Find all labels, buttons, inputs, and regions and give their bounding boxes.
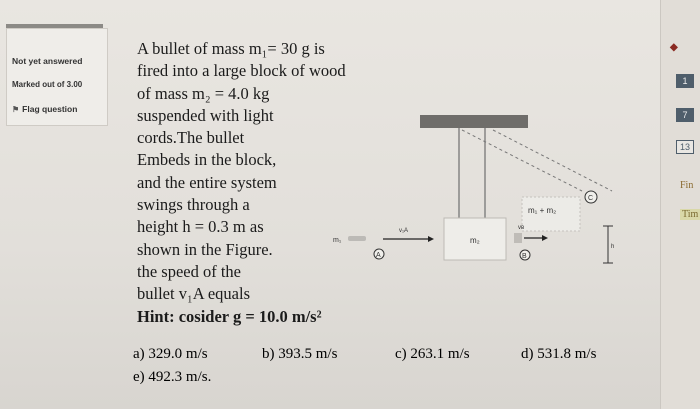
bullet-label: m₁ <box>333 237 342 244</box>
point-a-label: A <box>376 252 381 259</box>
swung-cord-1 <box>462 130 582 191</box>
question-line: cords.The bullet <box>137 128 245 148</box>
height-label: h <box>611 244 615 250</box>
velocity-arrowhead <box>428 236 434 242</box>
flag-icon: ⚑ <box>12 104 20 114</box>
finish-attempt-link[interactable]: Fin <box>680 180 694 191</box>
combined-label: m₁ + m₂ <box>528 206 557 215</box>
marks-label: Marked out of 3.00 <box>12 80 83 89</box>
point-c-label: C <box>588 195 594 202</box>
question-line: A bullet of mass m₁= 30 g is <box>137 39 325 58</box>
answer-status: Not yet answered <box>12 56 83 66</box>
question-line: the speed of the <box>137 261 242 281</box>
question-line: shown in the Figure. <box>137 239 273 259</box>
ceiling-support <box>420 115 528 128</box>
small-block <box>514 233 522 243</box>
answer-option-b[interactable]: b) 393.5 m/s <box>262 346 338 362</box>
nav-top-marker: ◆ <box>670 42 678 53</box>
question-line: bullet v₁A equals <box>137 284 250 304</box>
answer-option-d[interactable]: d) 531.8 m/s <box>521 346 597 362</box>
block-label: m₂ <box>470 236 480 245</box>
vb-label: vʙ <box>518 225 525 231</box>
quiz-navigation-panel <box>660 0 700 409</box>
question-line: swings through a <box>137 195 250 215</box>
nav-question-13[interactable]: 13 <box>676 140 694 154</box>
hint-text: Hint: cosider g = 10.0 m/s² <box>137 306 322 326</box>
velocity-label: v₁A <box>399 228 409 234</box>
answer-option-c[interactable]: c) 263.1 m/s <box>395 346 470 362</box>
swung-cord-2 <box>493 130 612 191</box>
answer-option-a[interactable]: a) 329.0 m/s <box>133 346 208 362</box>
nav-question-7[interactable]: 7 <box>676 108 694 122</box>
question-line: fired into a large block of wood <box>137 61 346 81</box>
question-line: and the entire system <box>137 172 277 192</box>
point-b-label: B <box>522 253 527 260</box>
question-line: of mass m₂ = 4.0 kg <box>137 83 270 103</box>
nav-question-1[interactable]: 1 <box>676 74 694 88</box>
timer-label: Tim <box>682 209 699 220</box>
flag-question-label: Flag question <box>22 104 78 114</box>
question-line: suspended with light <box>137 105 274 125</box>
question-line: height h = 0.3 m as <box>137 217 264 237</box>
bullet <box>348 236 366 241</box>
question-line: Embeds in the block, <box>137 150 277 170</box>
answer-option-e[interactable]: e) 492.3 m/s. <box>133 369 212 385</box>
vb-arrowhead <box>542 235 548 241</box>
